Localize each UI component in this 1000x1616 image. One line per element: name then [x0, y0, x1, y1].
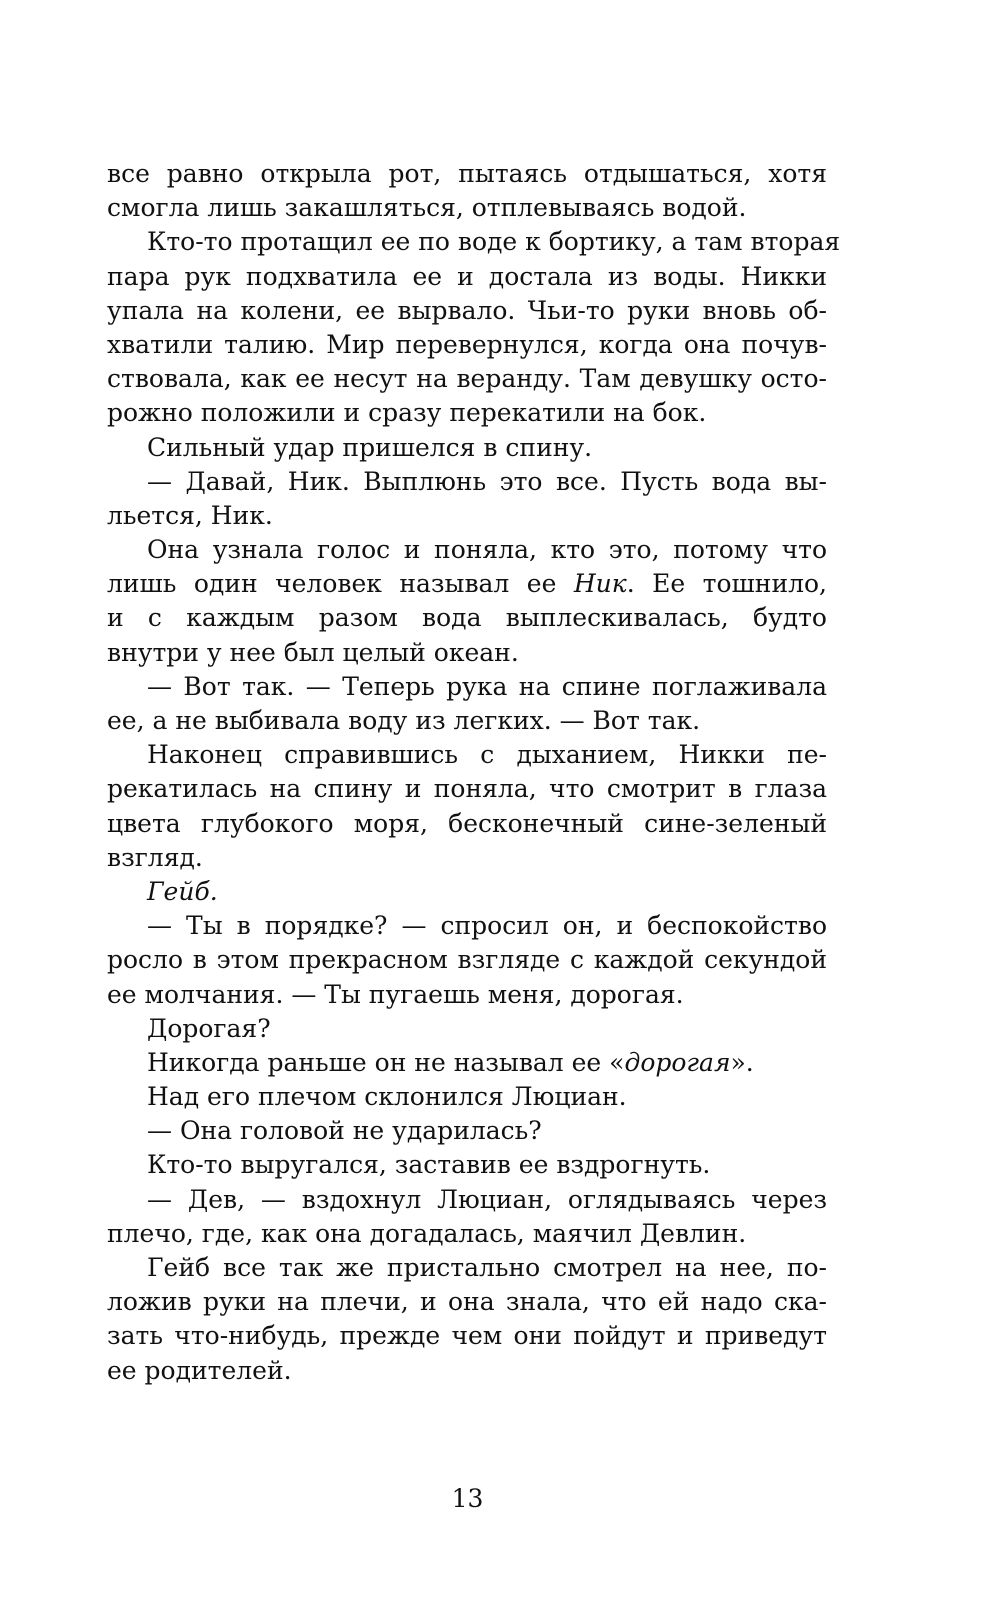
text-line: Над его плечом склонился Люциан. [147, 1082, 627, 1112]
text-line: — Она головой не ударилась? [147, 1116, 542, 1146]
text-line-with-emphasis [107, 1046, 827, 1080]
text-line: упала на колени, ее вырвало. Чьи-то руки вновь об- [107, 295, 827, 325]
text-line: рекатилась на спину и поняла, что смотрит в глаза [107, 774, 827, 804]
text-line: льется, Ник. [107, 500, 273, 530]
text-line: Дорогая? [147, 1013, 271, 1043]
text-line: Наконец справившись с дыханием, Никки пе- [147, 740, 827, 770]
text-line: плечо, где, как она догадалась, маячил Девлин. [107, 1218, 747, 1248]
text-span: Никогда раньше он не называл ее « [147, 1047, 625, 1077]
text-line: — Вот так. — Теперь рука на спине поглаживала [147, 671, 827, 701]
text-line: — Дев, — вздохнул Люциан, оглядываясь через [147, 1184, 827, 1214]
emphasis-text: Ник [573, 569, 627, 599]
text-span: ». [730, 1047, 754, 1077]
text-line: Сильный удар пришелся в спину. [147, 432, 593, 462]
text-line: цвета глубокого моря, бесконечный сине-зеленый [107, 808, 827, 838]
emphasis-text: дорогая [624, 1047, 731, 1077]
page-number: 13 [451, 1484, 484, 1513]
text-line: Гейб все так же пристально смотрел на нее, по- [147, 1253, 827, 1282]
text-line: и с каждым разом вода выплескивалась, будто [107, 603, 827, 633]
text-line: смогла лишь закашляться, отплевываясь водой. [107, 193, 747, 223]
text-line: ее родителей. [107, 1355, 292, 1385]
text-span: . Ее тошнило, [626, 569, 827, 599]
text-line: росло в этом прекрасном взгляде с каждой секундой [107, 945, 827, 975]
text-line: ложив руки на плечи, и она знала, что ей надо ска- [107, 1287, 827, 1317]
text-line: взгляд. [107, 842, 203, 872]
text-line: пара рук подхватила ее и достала из воды. Никки [107, 261, 827, 291]
text-line: хватили талию. Мир перевернулся, когда она почув- [107, 329, 827, 359]
text-line: все равно открыла рот, пытаясь отдышаться, хотя [107, 159, 827, 188]
text-line: ее молчания. — Ты пугаешь меня, дорогая. [107, 979, 684, 1009]
text-line: внутри у нее был целый океан. [107, 637, 519, 667]
text-line: ее, а не выбивала воду из легких. — Вот так. [107, 706, 701, 735]
text-line: Кто-то выругался, заставив ее вздрогнуть. [147, 1150, 711, 1180]
text-line: — Ты в порядке? — спросил он, и беспокойство [147, 911, 827, 941]
text-line: — Давай, Ник. Выплюнь это все. Пусть вода вы- [147, 466, 827, 496]
text-line: ствовала, как ее несут на веранду. Там девушку осто- [107, 364, 827, 394]
text-line-with-emphasis [107, 567, 827, 601]
text-line: Она узнала голос и поняла, кто это, потому что [147, 535, 827, 565]
text-line: рожно положили и сразу перекатили на бок. [107, 398, 707, 428]
text-line-italic: Гейб. [147, 876, 218, 906]
text-span: лишь один человек называл ее [107, 569, 574, 599]
text-line: Кто-то протащил ее по воде к бортику, а там вторая [147, 227, 841, 257]
page-body-text [107, 157, 841, 1388]
text-line: зать что-нибудь, прежде чем они пойдут и приведут [107, 1321, 827, 1351]
